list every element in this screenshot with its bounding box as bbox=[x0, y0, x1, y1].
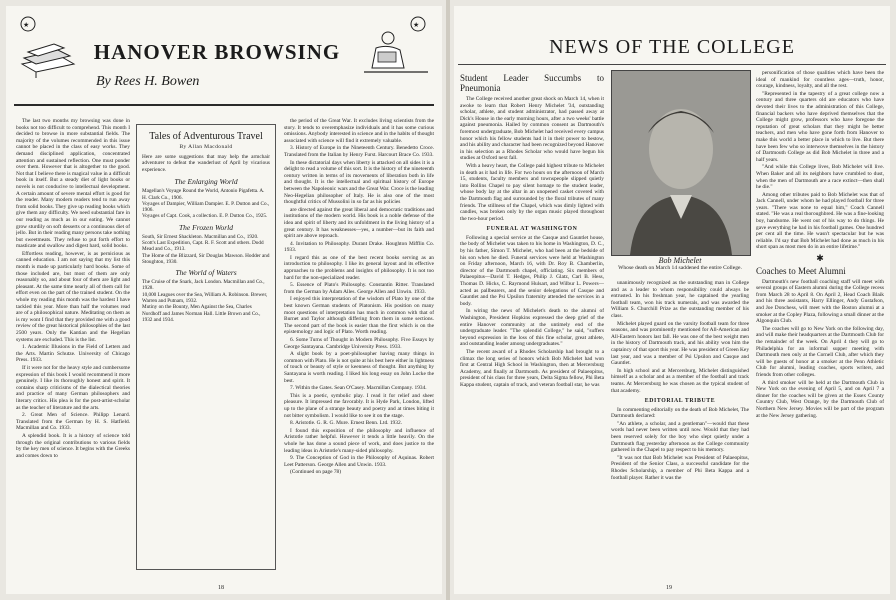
sidebar-author: By Allan Macdonald bbox=[179, 144, 233, 150]
sidebar-book-entry: Scott's Last Expedition, Capt. R. F. Scott and others. Dodd Mead and Co., 1913. bbox=[142, 240, 264, 253]
column-byline: By Rees H. Bowen bbox=[96, 74, 200, 89]
right-column-2 bbox=[611, 280, 749, 586]
article-paragraph: A third smoker will be held at the Dartmouth Club in New York on the evening of April 5, and on April 7 a dinner for the coaches will be given at the Essex County Country Club, West Orange, by the Dartmouth Club of Northern New Jersey. Movies will be part of the program at the New Jersey gathering. bbox=[756, 379, 884, 419]
body-paragraph: 9. The Conception of God in the Philosophy of Aquinas. Robert Leet Patterson. George Allen and Unwin. 1933. bbox=[284, 455, 434, 468]
body-paragraph: 4. Invitation to Philosophy. Durant Drake. Houghton Mifflin Co. 1933. bbox=[284, 240, 434, 254]
article-paragraph: The College received another great shock on March 14, when it awoke to learn that Robert Henry Michelet '34, outstanding scholar, athlete, and student administrator, had passed away at Dick's House in the early morning hours, after a two weeks' battle against pneumonia. Hailed by common consent as Dartmouth's foremost undergraduate, Bob Michelet had received every campus honor which his fellow students had it in their power to bestow, and his ability and character had been recognized beyond Hanover in his selection as a Rhodes Scholar who would have begun his studies at Oxford next fall. bbox=[460, 96, 604, 162]
body-paragraph: the period of the Great War. It excludes living scientists from the story. It tends to overemphasize individuals and it has some curious omissions. Anybody interested in science and in the habits of thought associated with science will find it extremely valuable. bbox=[284, 118, 434, 144]
left-page bbox=[6, 6, 442, 594]
right-column-1 bbox=[460, 70, 604, 584]
section-rule bbox=[458, 64, 886, 65]
sidebar-box bbox=[136, 124, 276, 570]
body-paragraph: 2. Great Men of Science. Philipp Lenard. Translated from the German by H. S. Hatfield. Macmillan and Co. 1933. bbox=[16, 412, 130, 432]
body-paragraph: The last two months my browsing was done in books not too difficult to comprehend. This month I decided to browse in more substantial fields. The majority of the volumes recommended in this issue cannot be placed in the class of easy works. They demand disciplined application, concentrated attention and sustained reflection. One must ponder over them. However that is altogether to the good. Not that I believe there is magical value in a difficult book in itself. But a steady diet of light books or novels is not conducive to intellectual development. A certain amount of severe mental effort is good for the reader. Many modern readers tend to run away from solid books. They give up reading books which give them any difficulty. We need substantial fare in our reading as much as in our eating. We cannot grow sturdily on soft desserts or a continuous diet of jello. But in their reading many persons take nothing but sweetmeats. They refuse to put forth effort to masticate and swallow and digest hard, solid books. bbox=[16, 118, 130, 250]
caption-text: Whose death on March 14 saddened the entire College. bbox=[618, 264, 742, 271]
body-paragraph: 3. History of Europe in the Nineteenth Century. Benedetto Croce. Translated from the Italian by Henry Furst. Harcourt Brace Co. 1933. bbox=[284, 145, 434, 158]
body-paragraph: 7. Within the Gates. Sean O'Casey. Macmillan Company. 1934. bbox=[290, 385, 427, 392]
body-paragraph: If it were not for the heavy style and cumbersome expression of this book I would recommend it more genuinely. I like its thoroughly honest and spirit. It contains sharp criticisms of the dialectical theories and practice of many German philosophers and literary critics. His plea is for the post-artist-scholar as the teacher of literature and the arts. bbox=[16, 364, 130, 411]
divider-star: ✱ bbox=[816, 253, 824, 264]
article-paragraph: Michelet played guard on the varsity football team for three seasons, and was prominently mentioned for All-American and All-Eastern honors last fall. He was one of the best weight men in the history of Dartmouth track, and his ability won him the captaincy of that sport this year. He was president of Green Key last year, and was a member of Psi Upsilon and Casque and Gauntlet. bbox=[611, 320, 749, 367]
article-headline: Student Leader Succumbs to Pneumonia bbox=[460, 73, 604, 93]
article-paragraph: personification of those qualities which have been the ideal of mankind for countless ages—truth, honor, courage, kindness, loyalty, and all the rest. bbox=[756, 70, 884, 90]
page-number-right: 19 bbox=[666, 585, 672, 591]
article2-body bbox=[756, 279, 884, 419]
article-paragraph: The coaches will go to New York on the following day, and will make their headquarters at the Dartmouth Club for the remainder of the week. On April 4 they will go to Philadelphia for an informal supper meeting with Dartmouth men only at the Cornell Club, after which they will be guests of honor at a smoker at the Penn Athletic Club for alumni, leading coaches, sports writers, and friends from other colleges. bbox=[756, 325, 884, 378]
body-paragraph: 6. Some Turns of Thought in Modern Philosophy. Five Essays by George Santayana. Cambridge University Press. 1933. bbox=[284, 337, 434, 350]
article2-headline: Coaches to Meet Alumni bbox=[756, 265, 846, 276]
sidebar-book-entry: Mutiny on the Bounty, Men Against the Sea, Charles Nordhoff and James Norman Hall. Little Brown and Co., 1932 and 1934. bbox=[142, 304, 261, 323]
sidebar-book-entry: 10,000 Leagues over the Sea, William A. Robinson. Brewer, Warren and Putnam, 1932. bbox=[142, 291, 268, 305]
page-number-left: 18 bbox=[218, 585, 224, 591]
column-title: HANOVER BROWSING bbox=[93, 40, 341, 64]
reading-figure-illustration bbox=[358, 14, 434, 80]
article-paragraph: "An athlete, a scholar, and a gentleman"—would that these words had never been written until now. Would that they had been reserved solely for the boy who slept quietly under a Dartmouth flag yesterday afternoon as the College community gathered in the Chapel to pay respect to his memory. bbox=[611, 420, 749, 454]
article-paragraph: Following a special service at the Casque and Gauntlet house, the body of Michelet was taken to his home in Washington, D. C., by his father, Simon T. Michelet, who had been at the bedside of his son when he died. Funeral services were held at Washington on Friday afternoon, March 16, with Dr. Roy B. Chamberlin, director of the Dartmouth chapel, officiating. Six members of Palaeopitus—David T. Hedges, Philip J. Glatz, Carl B. Hess, Thomas D. Hicks, C. Raymond Hulsart, and Wilbur L. Powers—acted as pallbearers, and the senior delegations of Casque and Gauntlet and the Psi Upsilon fraternity attended the services in a body. bbox=[460, 234, 604, 307]
article-paragraph: Among other tributes paid to Bob Michelet was that of Jack Cannell, under whom he had played football for three years. "There was none to equal him," Coach Cannell stated. "He was a real thoroughbred. He was a fine-looking boy, handsome. He went out of his way to do things. He gave everything he had in his football games. One hundred per cent all the time. He wasn't spectacular but he was reliable. I'd say that Bob Michelet had done as much in his short span as most men do in an entire lifetime." bbox=[756, 191, 884, 251]
section-title: NEWS OF THE COLLEGE bbox=[549, 36, 795, 58]
body-paragraph: This is a poetic, symbolic play. I read it for relief and sheer pleasure. It impressed me favorably. It is Hyde Park, London, lifted up to the plane of a strange beauty and poetry and at times biting it not bitter symbolism. I would like to see it on the stage. bbox=[284, 392, 434, 419]
portrait-image bbox=[612, 71, 750, 255]
sidebar-section-title: The World of Waters bbox=[175, 268, 237, 278]
svg-text:★: ★ bbox=[413, 21, 420, 29]
sidebar-book-entry: Voyages of Capt. Cook, a collection. E. P. Dutton Co., 1925. bbox=[142, 213, 268, 220]
body-paragraph: I enjoyed this interpretation of the wisdom of Plato by one of the best known German students of Platonism. His position on many moot questions of interpretation has much in common with that of Burnet and Taylor although differing from them in some sections. The second part of the book is easier than the first which is on the epistemology and logic of Plato. Worth reading. bbox=[284, 296, 434, 336]
body-paragraph: (Continued on page 78) bbox=[290, 469, 342, 476]
body-paragraph: A slight book by a poet-philosopher having many things in common with Plato. He is not quite at his best here either in lightness of touch or beauty of style or keenness of thought. But anything by Santayana is worth reading. I liked his long essay on John Locke the best. bbox=[284, 351, 434, 384]
body-paragraph: I regard this as one of the best recent books serving as an introduction to philosophy. I like its general layout and its effective approaches to the problems and insights of philosophy. It is not too hard for the non-specialized reader. bbox=[284, 254, 434, 281]
article-paragraph: The recent award of a Rhodes Scholarship had brought to a climax the long series of honors which Bob Michelet had won first at Central High School in Washington, then at Mercersburg Academy, and finally at Dartmouth. As president of Palaeopitus, president of his class for three years, Delta Sigma fellow, Phi Beta Kappa student, captain of track, and veteran football star, he was bbox=[460, 348, 604, 388]
funeral-body bbox=[460, 235, 604, 389]
article-paragraph: "Represented in the tapestry of a great college now a century and three quarters old are educators who have devoted their lives to the administration of this College, financial backers who have deprived themselves that the College might grow, professors who have foregone the reputation of great scholars that they might be better teachers, and men who have gone forth from Hanover to make this world a better place in which to live. But there have been few who so interwove themselves in the history of Dartmouth College as did Bob Michelet in three and a half years. bbox=[756, 90, 884, 163]
sidebar-book-entry: Voyages of Dampier, William Dampier. E. P. Dutton and Co., 1906. bbox=[142, 200, 270, 214]
body-paragraph: A splendid book. It is a history of science told through the original contributions to various fields by the key men of science. It begins with the Greeks and comes down to bbox=[16, 432, 130, 459]
sidebar-heading: Tales of Adventurous Travel bbox=[149, 131, 263, 142]
sidebar-sections bbox=[142, 177, 270, 323]
article-paragraph: "It was not that Bob Michelet was President of Palaeopitus, President of the Senior Class, a successful candidate for the Rhodes Scholarship, a member of Phi Beta Kappa and a football player. Rather it was the bbox=[611, 454, 749, 481]
svg-text:★: ★ bbox=[23, 21, 30, 29]
body-paragraph: Effortless reading, however, is as pernicious as canned education. I am not saying that my list this month is made up particularly hard books. Some of those included are, but most of them are only reasonably so, and about four of them are light and pleasant. At the same time nearly all of them call for effort even on the part of the trained student. On the whole my reading this month was the hardest I have tackled this year. More than half the volumes read are of a philosophical nature. Meditating on them as is my wont I find that they provided me with a good review of the great historical philosophies of the last 2500 years. Only the Kantian and the Hegelian systems are excluded. This is the list. bbox=[16, 250, 130, 343]
photo-caption bbox=[611, 258, 749, 271]
column-banner bbox=[14, 21, 434, 112]
sidebar-book-entry: Magellan's Voyage Round the World, Antonio Pigafetta. A. H. Clark Co., 1906. bbox=[142, 188, 265, 201]
article-paragraph: In high school and at Mercersburg, Michelet distinguished himself as a scholar and as a member of the football and track teams. At Mercersburg he was chosen as the typical student of that academy. bbox=[611, 367, 749, 394]
article-paragraph: unanimously recognized as the outstanding man in College and as a leader to whom responsibility could always be entrusted. In his freshman year, he captained the yearling football team, won his track numerals, and was awarded the William S. Churchill Prize as the outstanding member of his class. bbox=[611, 280, 749, 319]
tribute-body bbox=[756, 70, 884, 251]
editorial-body bbox=[611, 407, 749, 482]
right-column-3 bbox=[756, 70, 884, 584]
sidebar-section-title: The Enlarging World bbox=[174, 177, 238, 187]
sidebar-book-entry: South, Sir Ernest Shackleton. Macmillan and Co., 1920. bbox=[142, 233, 259, 240]
subhead-funeral: FUNERAL AT WASHINGTON bbox=[486, 226, 578, 233]
body-paragraph: I found this exposition of the philosophy and influence of Aristotle rather helpful. However it tends a little heavily. On the whole he has done a sound piece of work, and does justice to the leading ideas in Aristotle's many-sided philosophy. bbox=[284, 427, 434, 454]
article-paragraph: "And while this College lives, Bob Michelet will live. When Baker and all its neighbors have crumbled to dust, when the men of Dartmouth are a race extinct—then shall he die." bbox=[756, 164, 884, 191]
caption-name: Bob Michelet bbox=[658, 256, 702, 265]
stacked-books-illustration bbox=[14, 16, 84, 80]
page-gutter bbox=[446, 0, 450, 600]
body-paragraph: 5. Essence of Plato's Philosophy. Constantin Ritter. Translated from the German by Adam Alles. George Allen and Unwin. 1933. bbox=[284, 282, 434, 295]
sidebar-book-entry: The Cruise of the Snark, Jack London. Macmillan and Co., 1928. bbox=[142, 279, 265, 292]
left-column-1 bbox=[16, 118, 130, 588]
article-paragraph: In commenting editorially on the death of Bob Michelet, The Dartmouth declared: bbox=[611, 406, 749, 420]
body-paragraph: are directed against the great liberal and democratic traditions and institutions of the modern world. His book is a noble defense of the idea and spirit of liberty and its unfoldment in the living history of a great century. It has weaknesses—yes, a number—but its faith and spirit are above reproach. bbox=[284, 206, 434, 240]
sidebar-intro: Here are some suggestions that may help the armchair adventurer to defeat the wanderlust of April by vicarious experience. bbox=[142, 154, 270, 173]
sidebar-book-entry: The Home of the Blizzard, Sir Douglas Mawson. Hodder and Stoughton, 1930. bbox=[142, 252, 270, 265]
sidebar-section-title: The Frozen World bbox=[178, 222, 234, 232]
article-paragraph: With a heavy heart, the College paid highest tribute to Michelet in death as it had in life. For two hours on the afternoon of March 15, students, faculty members and townspeople slipped quietly into Rollins Chapel to pay silent homage to the student leader, whose body lay at the altar in an unopened casket covered with the Dartmouth flag and surrounded by the floral tributes of many friends. The stillness of the Chapel, which was dimly lighted with candles, was broken only by the organ music played throughout the two-hour period. bbox=[460, 162, 604, 222]
portrait-photo bbox=[611, 70, 751, 256]
subhead-editorial: EDITORIAL TRIBUTE bbox=[644, 398, 716, 405]
body-paragraph: 1. Academic Illusions in the Field of Letters and the Arts. Martin Schutze. University of Chicago Press. 1933. bbox=[16, 344, 130, 364]
body-paragraph: In these dictatorial days when liberty is attacked on all sides it is a delight to read a volume of this sort. It is the history of the nineteenth century written in terms of its movements of liberation both in life and thought. It is the intellectual and spiritual history of Europe between the Napoleonic wars and the Great War. Croce is the leading Neo-Hegelian philosopher of Italy. He is also one of the most thoughtful critics of Mussolini in so far as his policies bbox=[284, 159, 434, 206]
body-paragraph: 8. Aristotle. G. R. G. Mure. Ernest Benn. Ltd. 1932. bbox=[290, 420, 402, 427]
left-column-3 bbox=[284, 118, 434, 576]
article-paragraph: Dartmouth's new football coaching staff will meet with several groups of Eastern alumni during the College recess from March 28 to April 8. On April 2, Head Coach Blaik and his three assistants, Harry Ellinger, Andy Gustafson, and Joe Donchess, will meet with the Boston alumni at a smoker at the Copley Plaza, following a small dinner at the Algonquin Club. bbox=[756, 278, 884, 325]
article-body bbox=[460, 96, 604, 222]
banner-rule bbox=[14, 104, 434, 106]
article-continuation bbox=[611, 280, 749, 394]
right-page bbox=[454, 6, 890, 594]
article-paragraph: In wiring the news of Michelet's death to the alumni of Washington, President Hopkins expressed the deep grief of the entire Hanover community at the untimely end of the undergraduate leader. "The splendid College," he said, "suffers beyond expression in the loss of this fine scholar, great athlete, and outstanding leader among undergraduates." bbox=[460, 308, 604, 348]
